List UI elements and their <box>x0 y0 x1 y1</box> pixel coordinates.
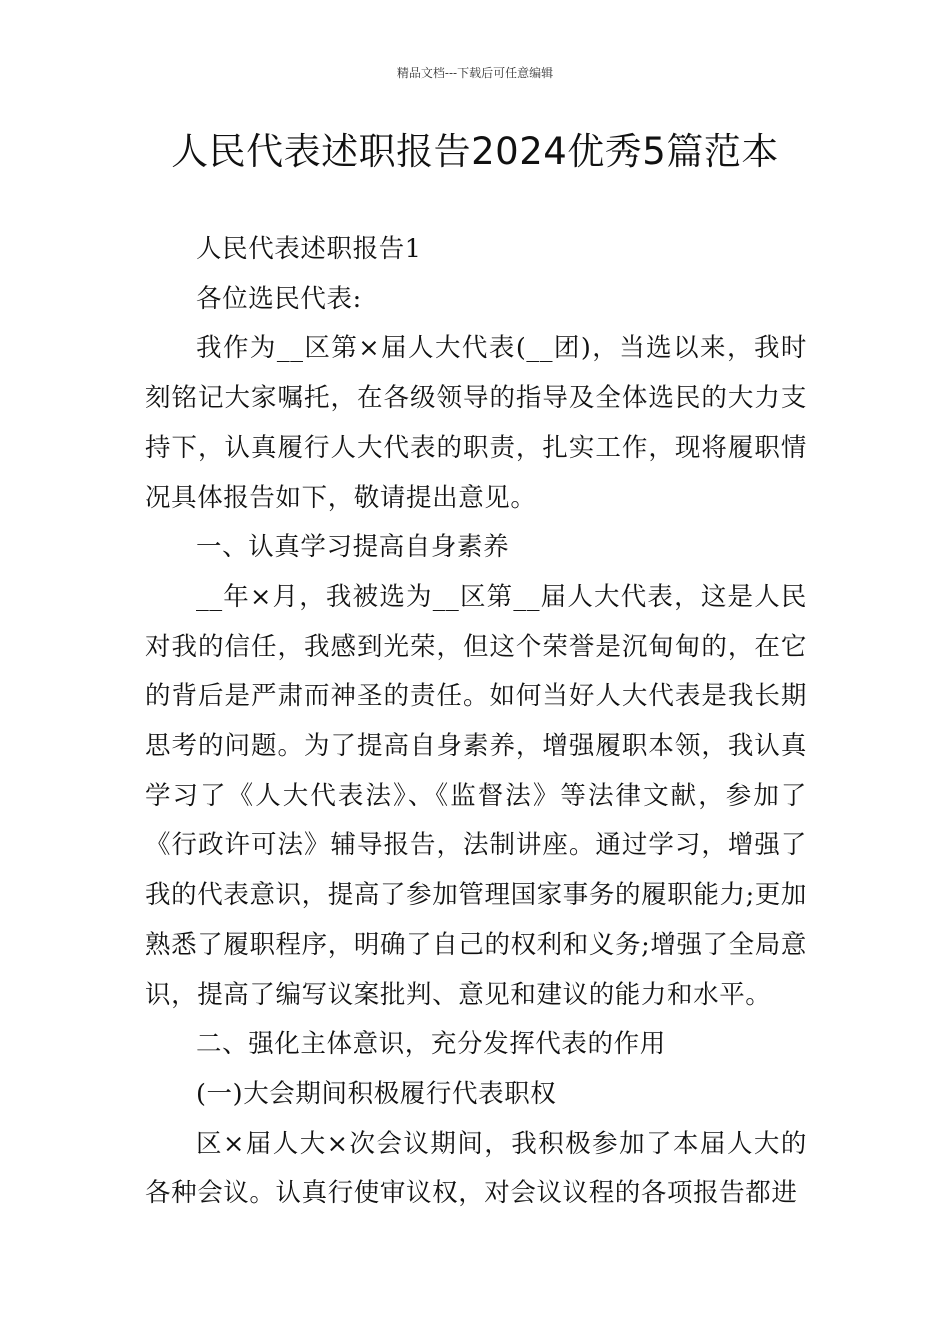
section-heading: 人民代表述职报告1 <box>196 234 422 264</box>
body-paragraph: 区×届人大×次会议期间，我积极参加了本届人大的各种会议。认真行使审议权，对会议议程的各项报告都进 <box>145 1128 807 1209</box>
page-header: 精品文档---下载后可任意编辑 <box>396 66 554 80</box>
body-paragraph: __年×月，我被选为__区第__届人大代表，这是人民对我的信任，我感到光荣，但这个荣誉是沉甸甸的，在它的背后是严肃而神圣的责任。如何当好人大代表是我长期思考的问题。为了提高自身素养，增强履职本领，我认真学习了《人大代表法》、《监督法》等法律文献，参加了《行政许可法》辅导报告，法制讲座。通过学习，增强了我的代表意识，提高了参加管理国家事务的履职能力;更加熟悉了履职程序，明确了自己的权利和义务;增强了全局意识，提高了编写议案批判、意见和建议的能力和水平。 <box>145 581 807 1010</box>
body-paragraph: 我作为__区第×届人大代表(__团)，当选以来，我时刻铭记大家嘱托，在各级领导的指导及全体选民的大力支持下，认真履行人大代表的职责，扎实工作，现将履职情况具体报告如下，敬请提出意见。 <box>145 333 807 513</box>
document-body <box>145 225 807 1219</box>
document-title: 人民代表述职报告2024优秀5篇范本 <box>171 130 779 173</box>
subsection-heading: (一)大会期间积极履行代表职权 <box>196 1078 557 1109</box>
section-heading: 二、强化主体意识，充分发挥代表的作用 <box>196 1029 666 1060</box>
section-heading: 一、认真学习提高自身素养 <box>196 532 510 563</box>
salutation: 各位选民代表: <box>196 283 362 314</box>
